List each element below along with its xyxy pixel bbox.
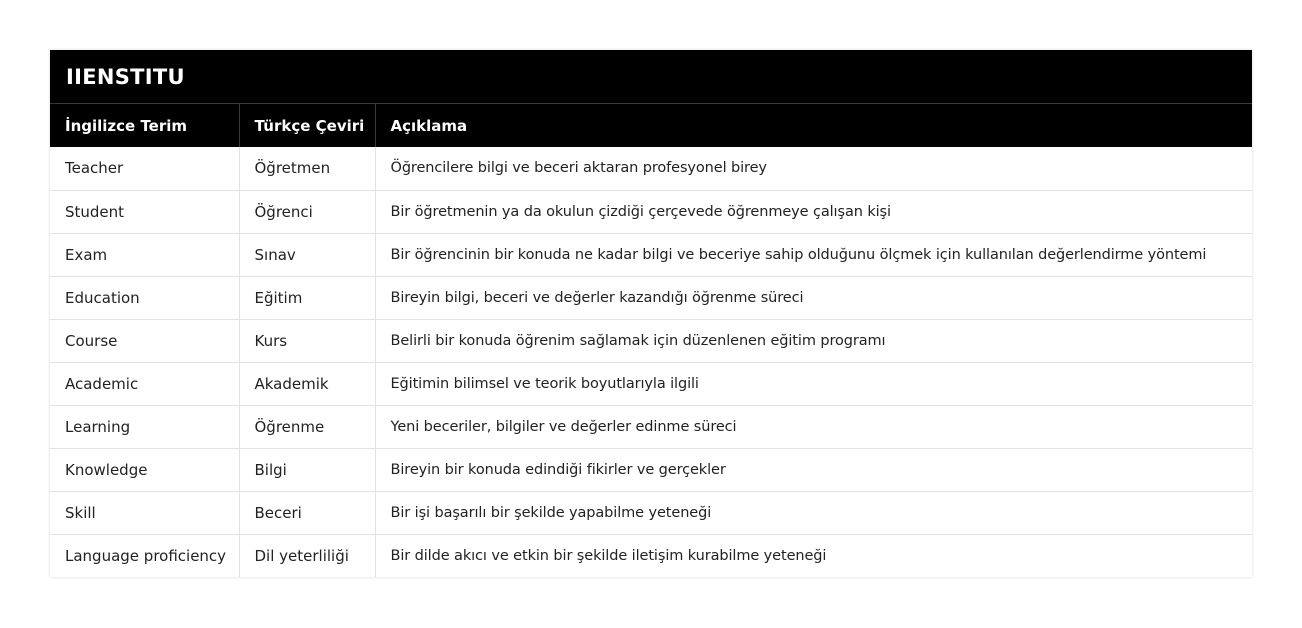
cell-description: Bireyin bir konuda edindiği fikirler ve gerçekler [375,448,1252,491]
cell-english-term: Knowledge [50,448,239,491]
header-row [50,104,1252,147]
cell-description: Eğitimin bilimsel ve teorik boyutlarıyla ilgili [375,362,1252,405]
glossary-table-container [50,50,1252,577]
header-description: Açıklama [375,104,1252,147]
header-turkish-translation: Türkçe Çeviri [239,104,375,147]
cell-turkish-translation: Öğrenci [239,190,375,233]
cell-turkish-translation: Öğretmen [239,147,375,190]
table-row [50,233,1252,276]
cell-description: Belirli bir konuda öğrenim sağlamak için düzenlenen eğitim programı [375,319,1252,362]
cell-description: Bir dilde akıcı ve etkin bir şekilde iletişim kurabilme yeteneği [375,534,1252,577]
table-row [50,319,1252,362]
cell-english-term: Education [50,276,239,319]
glossary-table [50,104,1252,577]
table-row [50,190,1252,233]
cell-english-term: Course [50,319,239,362]
cell-turkish-translation: Eğitim [239,276,375,319]
cell-turkish-translation: Dil yeterliliği [239,534,375,577]
cell-turkish-translation: Beceri [239,491,375,534]
table-title: IIENSTITU [50,50,1252,104]
table-row [50,147,1252,190]
table-row [50,276,1252,319]
cell-english-term: Language proficiency [50,534,239,577]
cell-turkish-translation: Sınav [239,233,375,276]
cell-description: Yeni beceriler, bilgiler ve değerler edinme süreci [375,405,1252,448]
cell-description: Bireyin bilgi, beceri ve değerler kazandığı öğrenme süreci [375,276,1252,319]
cell-description: Bir öğretmenin ya da okulun çizdiği çerçevede öğrenmeye çalışan kişi [375,190,1252,233]
cell-english-term: Exam [50,233,239,276]
cell-english-term: Teacher [50,147,239,190]
cell-turkish-translation: Kurs [239,319,375,362]
cell-english-term: Academic [50,362,239,405]
table-row [50,491,1252,534]
header-english-term: İngilizce Terim [50,104,239,147]
cell-turkish-translation: Akademik [239,362,375,405]
table-row [50,448,1252,491]
cell-english-term: Skill [50,491,239,534]
table-row [50,362,1252,405]
cell-turkish-translation: Öğrenme [239,405,375,448]
table-row [50,405,1252,448]
cell-description: Bir işi başarılı bir şekilde yapabilme yeteneği [375,491,1252,534]
cell-english-term: Student [50,190,239,233]
cell-turkish-translation: Bilgi [239,448,375,491]
cell-description: Öğrencilere bilgi ve beceri aktaran profesyonel birey [390,160,767,177]
cell-description: Bir öğrencinin bir konuda ne kadar bilgi ve beceriye sahip olduğunu ölçmek için kullanılan değerlendirme yöntemi [375,233,1252,276]
cell-english-term: Learning [50,405,239,448]
table-row [50,534,1252,577]
